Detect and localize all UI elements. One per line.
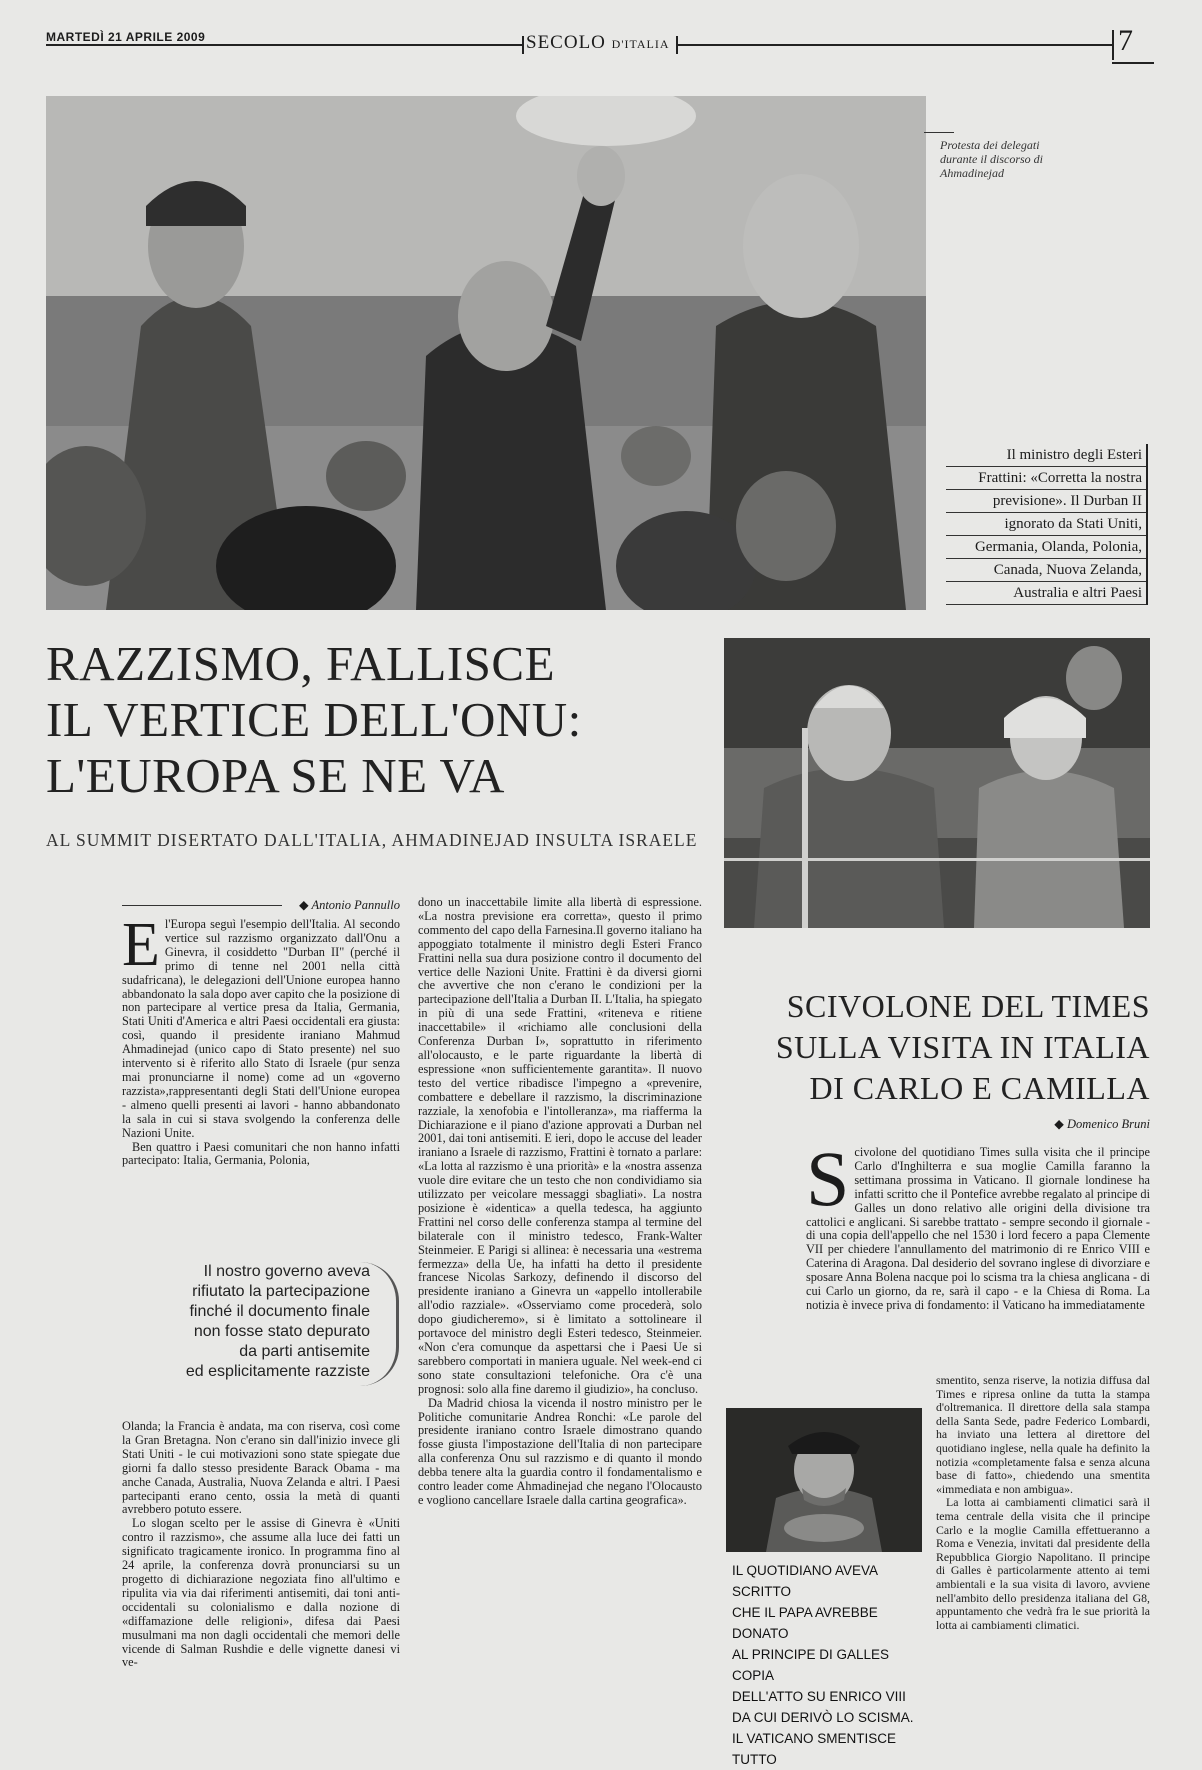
box-caption-line: ignorato da Stati Uniti, [946,513,1146,536]
article1-dropcap: E [122,911,160,979]
paragraph: Olanda; la Francia è andata, ma con riserva, così come la Gran Bretagna. Non c'erano sin dall'inizio invece gli Stati Uniti - le cui motivazioni sono state spiegate due giorni fa dallo stesso presidente Barack Obama - ma anche Canada, Australia, Nuova Zelanda e altri. I Paesi partecipanti erano cento, ossia la metà di quanti avrebbero potuto essere. [122,1419,400,1517]
box-caption-line: Il ministro degli Esteri [946,444,1146,467]
article1-headline [46,636,716,804]
pull-quote-line: ed esplicitamente razziste [185,1363,370,1380]
masthead-rule-left [46,44,524,46]
paragraph: Lo slogan scelto per le assise di Ginevra è «Uniti contro il razzismo», che assume alla luce dei fatti un significato tragicamente ironico. In programma fino al 24 aprile, la conferenza dovrà pronunciarsi su un progetto di dichiarazione negoziata fino all'ultimo e ripulita via via dai riferimenti antisemiti, dai toni anti-occidentali su colonialismo e dalla nozione di «diffamazione delle religioni», difesa dai Paesi musulmani ma non dagli occidentali che memori delle vicende di Salman Rushdie e delle vignette danesi vi ve- [122,1516,400,1670]
headline-line: L'EUROPA SE NE VA [46,748,505,803]
page-number-frame [1112,30,1114,60]
article2-dropcap: S [806,1135,850,1222]
masthead-rule-bottom [1112,62,1154,64]
pull-quote-line: rifiutato la partecipazione [192,1283,370,1300]
box-caption-line: Germania, Olanda, Polonia, [946,536,1146,559]
masthead-divider [676,36,678,54]
article1-subhead: AL SUMMIT DISERTATO DALL'ITALIA, AHMADINEJAD INSULTA ISRAELE [46,830,698,850]
paragraph: La lotta ai cambiamenti climatici sarà il tema centrale della visita che il principe Carlo e la moglie Camilla effettueranno a Roma e Venezia, invitati dal presidente della Repubblica Giorgio Napolitano. Il principe di Galles è particolarmente attento ai temi ambientali e la sua visita di lavoro, avviene nell'ambito dello presidenza italiana del G8, appuntamento che vedrà fra le sue priorità la lotta ai cambiamenti climatici. [936,1495,1150,1632]
pull-quote-line: Il nostro governo aveva [203,1263,370,1280]
top-photo-side-caption: Protesta dei delegati durante il discorso di Ahmadinejad [940,138,1044,180]
article1-column-1-continued [122,1420,400,1670]
caption-line: IL QUOTIDIANO AVEVA SCRITTO [732,1563,878,1599]
paragraph: civolone del quotidiano Times sulla visita che il principe Carlo d'Inghilterra e sua moglie Camilla faranno la settimana prossima in Vaticano. Il giornale londinese ha infatti scritto che il Pontefice avrebbe regalato al principe di Galles un dono relativo alle origini della divisione tra cattolici e anglicani. Si sarebbe trattato - sempre secondo il giornale - di una copia dell'appello che nel 1530 i lord fecero a papa Clemente VII per chiedere l'annullamento del matrimonio di re Enrico VIII e Caterina di Aragona. Dal desiderio del sovrano inglese di divorziare e sposare Anna Bolena nacque poi lo scisma tra la chiesa anglicana - di cui Carlo un giorno, da re, sarà il capo - e la Chiesa di Roma. La notizia è invece priva di fondamento: il Vaticano ha immediatamente [806,1145,1150,1312]
side-caption-rule [924,132,954,133]
article1-column-1 [122,911,400,1168]
page-number: 7 [1118,24,1133,57]
pull-quote-line: finché il documento finale [189,1303,370,1320]
caption-line: CHE IL PAPA AVREBBE DONATO [732,1605,878,1641]
box-caption-line: Canada, Nuova Zelanda, [946,559,1146,582]
article1-byline: ◆ Antonio Pannullo [298,898,400,912]
caption-line: DA CUI DERIVÒ LO SCISMA. [732,1710,914,1725]
top-photo-box-caption [946,444,1148,605]
paragraph: smentito, senza riserve, la notizia diffusa dal Times e ripresa online da tutta la stampa d'oltremanica. Il direttore della sala stampa della Santa Sede, padre Federico Lombardi, ha inviato una lettera al direttore del quotidiano inglese, nella quale ha definito la notizia «completamente falsa e senza alcuna base di fatto», chiedendo una smentita «immediata e non ambigua». [936,1373,1150,1496]
issue-date: MARTEDÌ 21 APRILE 2009 [46,30,206,44]
caption-line: IL VATICANO SMENTISCE TUTTO [732,1731,897,1767]
henry-viii-portrait [726,1408,922,1552]
delegates-protest-photo [46,96,926,610]
paragraph: l'Europa seguì l'esempio dell'Italia. Al secondo vertice sul razzismo organizzato dall'Onu a Ginevra, il cosiddetto "Durban II" (perché il primo di tenne nel 2001 nella città sudafricana), le delegazioni dell'Unione europea hanno abbandonato la sala dopo aver capito che la posizione di non partecipare al vertice presa da Italia, Germania, Stati Uniti d'America e altri Paesi occidentali era giusta: così, quando il presidente iraniano Mahmud Ahmadinejad (unico capo di Stato presente) nel suo intervento si è riferito allo Stato di Israele (pur senza mai pronunciarne il nome) come ad un «governo razzista»,rappresentanti degli Stati dell'Unione europea - almeno quelli presenti ai lavori - hanno abbandonato la sala in cui si stava svolgendo la conferenza delle Nazioni Unite. [122,917,400,1140]
paragraph: dono un inaccettabile limite alla libertà di espressione. «La nostra previsione era corretta», questo il primo commento del capo della Farnesina.Il governo italiano ha appoggiato totalmente il ministro degli Esteri Franco Frattini nella sua dura posizione contro il documento del vertice delle Nazioni Unite. Frattini è da diversi giorni che avvertive che non c'erano le condizioni per la partecipazione dell'Italia a Durban II. L'Italia, ha spiegato in più di una sede Frattini, «riteneva e ritiene inaccettabile» il «richiamo alle conclusioni della Conferenza Durban I», soprattutto in riferimento all'olocausto, e le parte riguardante la libertà di espressione «non sufficientemente garantita». Il nuovo testo del vertice ribadisce l'impegno a «prevenire, combattere e debellare il razzismo, la discriminazione razziale, la xenofobia e l'intolleranza», ma riafferma la Dichiarazione e il piano d'azione approvati a Durban nel 2001, dai toni antisemiti. E ieri, dopo le accuse del leader iraniano a Israele di razzismo, Frattini è tornato a parlare: «La lotta al razzismo è una priorità» e la «nostra assenza vuole dire evitare che un testo che non condividiamo sia utilizzato per veicolare messaggi sbagliati». La nostra posizione è «identica» a quella tedesca, ha aggiunto Frattini nel corso delle conferenza stampa al termine del bilaterale con il ministro tedesco, Frank-Walter Steinmeier. E Parigi si allinea: è necessaria una «estrema fermezza» della Ue, ha infatti ha detto il presidente francese Nicolas Sarkozy, definendo il discorso del presidente iraniano a Ginevra un «appello intollerabile all'odio razziale». «Osserviamo come procederà, solo dopo giudicheremo», si è limitato a sottolineare il portavoce del ministro degli Esteri tedesco, Steinmeier. «Non c'era comunque da aspettarsi che i Paesi Ue si sarebbero comportati in maniera uguale. Nel week-end ci sono state consultazioni telefoniche. Ora c'è una prognosi: solo alla fine daremo il giudizio», ha concluso. [418,895,702,1396]
headline-line: SULLA VISITA IN ITALIA [775,1029,1150,1065]
caption-line: AL PRINCIPE DI GALLES COPIA [732,1647,890,1683]
pull-quote [130,1262,370,1382]
headline-line: SCIVOLONE DEL TIMES [786,988,1150,1024]
newspaper-name: SECOLO D'ITALIA [526,32,670,53]
box-caption-line: previsione». Il Durban II [946,490,1146,513]
masthead-rule-right [676,44,1114,46]
caption-line: DELL'ATTO SU ENRICO VIII [732,1689,906,1704]
pull-quote-line: non fosse stato depurato [193,1323,370,1340]
article1-column-2 [418,896,702,1508]
article2-body-top [806,1135,1150,1313]
masthead-divider [522,36,524,54]
charles-camilla-photo [724,638,1150,928]
headline-line: IL VERTICE DELL'ONU: [46,692,582,747]
henry-photo-caption [732,1560,932,1770]
paragraph: Da Madrid chiosa la vicenda il nostro ministro per le Politiche comunitarie Andrea Ronchi: «Le parole del presidente iraniano contro Israele dimostrano quando fosse giusta l'impostazione dell'Italia di non partecipare alla conferenza Onu sul razzismo e di quanto il mondo debba tenere alta la guardia contro il fondamentalismo e contro leader come Ahmadinejad che negano l'Olocausto e vogliono cancellare Israele dalla cartina geografica». [418,1395,702,1507]
box-caption-line: Australia e altri Paesi [946,582,1146,605]
article2-headline [724,986,1150,1109]
article2-byline: ◆ Domenico Bruni [1054,1117,1150,1131]
box-caption-line: Frattini: «Corretta la nostra [946,467,1146,490]
article2-body-bottom [936,1374,1150,1632]
headline-line: DI CARLO E CAMILLA [809,1070,1150,1106]
headline-line: RAZZISMO, FALLISCE [46,636,556,691]
paragraph: Ben quattro i Paesi comunitari che non hanno infatti partecipato: Italia, Germania, Polonia, [122,1139,400,1168]
pull-quote-bracket [360,1262,399,1386]
pull-quote-line: da parti antisemite [239,1343,370,1360]
